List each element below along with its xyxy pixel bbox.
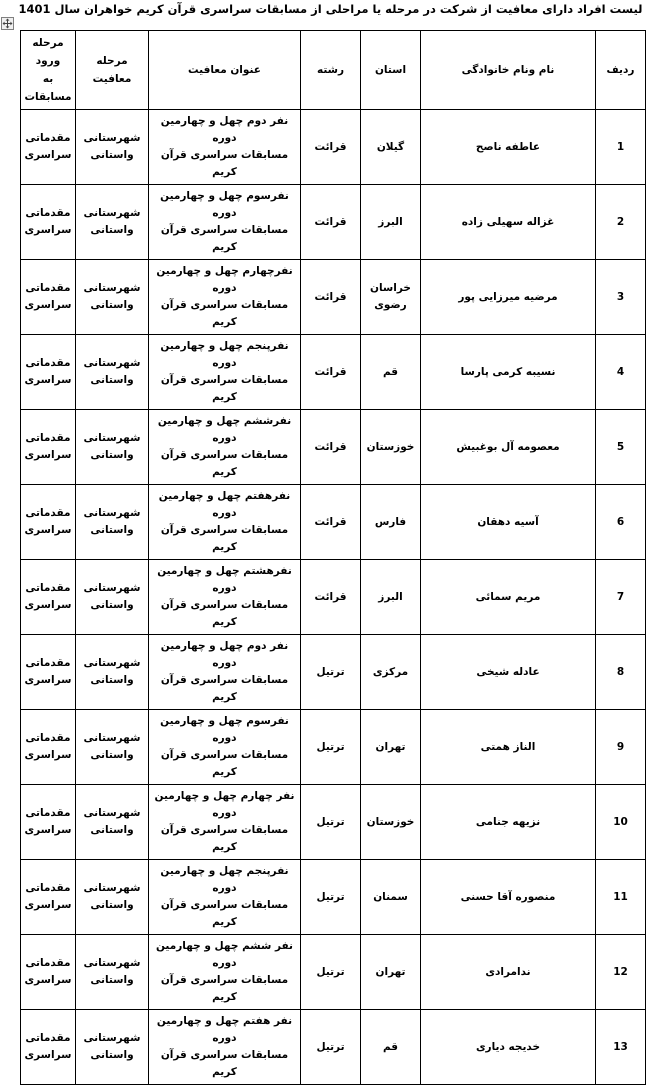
exemption-stage-line2: واستانی — [90, 899, 134, 911]
row-index-value: 8 — [616, 665, 625, 678]
cell-field — [301, 185, 361, 260]
entry-stage-line2: سراسری — [24, 374, 72, 386]
row-index-value: 3 — [616, 290, 625, 303]
entry-stage-line2: سراسری — [24, 524, 72, 536]
table-row — [21, 1010, 646, 1085]
province-value: گیلان — [376, 140, 405, 153]
cell-name — [421, 935, 596, 1010]
entry-stage-line2: سراسری — [24, 749, 72, 761]
table-row — [21, 935, 646, 1010]
cell-radif — [596, 185, 646, 260]
table-header-row — [21, 31, 646, 110]
field-value: قرائت — [314, 290, 347, 303]
row-index-value: 6 — [616, 515, 625, 528]
cell-field — [301, 260, 361, 335]
province-value: فارس — [374, 515, 407, 528]
table-row — [21, 785, 646, 860]
exemption-title-line1: نفر ششم چهل و چهارمین دوره — [155, 940, 294, 969]
cell-exemption-stage — [76, 635, 149, 710]
exemption-stage-line1: شهرستانی — [83, 882, 141, 894]
column-header-field: رشته — [301, 31, 361, 110]
cell-province — [361, 860, 421, 935]
cell-exemption-title — [149, 110, 301, 185]
cell-name — [421, 785, 596, 860]
entry-stage-line1: مقدماتی — [25, 282, 71, 294]
province-value: خوزستان — [366, 815, 415, 828]
exemption-title-line2: مسابقات سراسری قرآن کریم — [160, 149, 289, 178]
exemption-title-line2: مسابقات سراسری قرآن کریم — [160, 1049, 289, 1078]
entry-stage-line1: مقدماتی — [25, 207, 71, 219]
entry-stage-line2: سراسری — [24, 974, 72, 986]
participant-name-value: مرضیه میرزایی پور — [458, 290, 558, 303]
entry-stage-line2: سراسری — [24, 299, 72, 311]
cell-exemption-stage — [76, 785, 149, 860]
column-header-entry-stage-line2: به مسابقات — [24, 73, 72, 103]
entry-stage-line1: مقدماتی — [25, 657, 71, 669]
cell-entry-stage — [21, 860, 76, 935]
exemption-stage-line1: شهرستانی — [83, 207, 141, 219]
table-row — [21, 110, 646, 185]
column-header-province: استان — [361, 31, 421, 110]
cell-name — [421, 1010, 596, 1085]
cell-entry-stage — [21, 110, 76, 185]
exemption-stage-line2: واستانی — [90, 599, 134, 611]
table-header — [21, 31, 646, 110]
table-row — [21, 860, 646, 935]
exemption-stage-line1: شهرستانی — [83, 432, 141, 444]
column-header-exemption-title: عنوان معافیت — [149, 31, 301, 110]
field-value: قرائت — [314, 365, 347, 378]
exemption-title-line1: نفر دوم چهل و چهارمین دوره — [160, 115, 289, 144]
cell-entry-stage — [21, 935, 76, 1010]
province-value: قم — [382, 365, 399, 378]
cell-radif — [596, 935, 646, 1010]
cell-name — [421, 635, 596, 710]
exemption-title-line1: نفر چهارم چهل و چهارمین دوره — [154, 790, 295, 819]
move-cross-icon — [2, 18, 13, 29]
exemption-stage-line2: واستانی — [90, 674, 134, 686]
cell-entry-stage — [21, 485, 76, 560]
table-row — [21, 335, 646, 410]
entry-stage-line2: سراسری — [24, 449, 72, 461]
participant-name-value: آسیه دهقان — [477, 515, 539, 528]
row-index-value: 4 — [616, 365, 625, 378]
cell-field — [301, 635, 361, 710]
field-value: قرائت — [314, 590, 347, 603]
entry-stage-line2: سراسری — [24, 824, 72, 836]
participant-name-value: خدیجه دیاری — [475, 1040, 541, 1053]
exemption-stage-line2: واستانی — [90, 749, 134, 761]
exemption-title-line2: مسابقات سراسری قرآن کریم — [160, 899, 289, 928]
table-move-handle[interactable] — [1, 17, 14, 30]
cell-province — [361, 335, 421, 410]
participant-name-value: نسیبه کرمی پارسا — [460, 365, 556, 378]
cell-exemption-stage — [76, 1010, 149, 1085]
cell-exemption-title — [149, 860, 301, 935]
field-value: ترتیل — [316, 665, 345, 678]
row-index-value: 9 — [616, 740, 625, 753]
row-index-value: 12 — [613, 965, 628, 978]
exemption-stage-line1: شهرستانی — [83, 807, 141, 819]
cell-exemption-stage — [76, 710, 149, 785]
exemption-stage-line2: واستانی — [90, 824, 134, 836]
column-header-exemption-stage-line1: مرحله — [96, 55, 128, 67]
cell-name — [421, 110, 596, 185]
participant-name-value: عاطفه ناصح — [475, 140, 541, 153]
column-header-entry-stage-line1: مرحله ورود — [32, 37, 64, 67]
exemption-stage-line2: واستانی — [90, 224, 134, 236]
field-value: قرائت — [314, 140, 347, 153]
entry-stage-line1: مقدماتی — [25, 357, 71, 369]
cell-exemption-title — [149, 935, 301, 1010]
row-index-value: 2 — [616, 215, 625, 228]
column-header-entry-stage — [21, 31, 76, 110]
cell-radif — [596, 710, 646, 785]
cell-province — [361, 485, 421, 560]
cell-name — [421, 485, 596, 560]
table-row — [21, 560, 646, 635]
participant-name-value: عادله شیخی — [476, 665, 540, 678]
cell-exemption-title — [149, 710, 301, 785]
participant-name-value: الناز همتی — [480, 740, 536, 753]
exemption-stage-line2: واستانی — [90, 449, 134, 461]
cell-name — [421, 710, 596, 785]
exemption-stage-line1: شهرستانی — [83, 507, 141, 519]
cell-exemption-stage — [76, 410, 149, 485]
cell-province — [361, 260, 421, 335]
cell-entry-stage — [21, 410, 76, 485]
cell-province — [361, 560, 421, 635]
cell-exemption-stage — [76, 485, 149, 560]
cell-province — [361, 785, 421, 860]
cell-radif — [596, 1010, 646, 1085]
exemption-title-line2: مسابقات سراسری قرآن کریم — [160, 299, 289, 328]
column-header-name: نام ونام خانوادگی — [421, 31, 596, 110]
entry-stage-line1: مقدماتی — [25, 507, 71, 519]
exemption-stage-line1: شهرستانی — [83, 1032, 141, 1044]
exemption-stage-line2: واستانی — [90, 974, 134, 986]
field-value: ترتیل — [316, 890, 345, 903]
province-value-line1: خراسان — [370, 282, 411, 294]
cell-entry-stage — [21, 260, 76, 335]
field-value: قرائت — [314, 440, 347, 453]
cell-name — [421, 260, 596, 335]
cell-exemption-stage — [76, 335, 149, 410]
exemption-stage-line1: شهرستانی — [83, 282, 141, 294]
table-row — [21, 710, 646, 785]
exemption-title-line1: نفر دوم چهل و چهارمین دوره — [160, 640, 289, 669]
cell-field — [301, 860, 361, 935]
exemption-stage-line1: شهرستانی — [83, 657, 141, 669]
field-value: قرائت — [314, 215, 347, 228]
cell-exemption-title — [149, 785, 301, 860]
row-index-value: 10 — [613, 815, 628, 828]
entry-stage-line2: سراسری — [24, 224, 72, 236]
cell-field — [301, 110, 361, 185]
participant-name-value: معصومه آل بوغبیش — [456, 440, 560, 453]
cell-exemption-title — [149, 635, 301, 710]
cell-field — [301, 485, 361, 560]
participant-name-value: غزاله سهیلی زاده — [461, 215, 555, 228]
cell-name — [421, 185, 596, 260]
cell-province — [361, 410, 421, 485]
exemption-title-line2: مسابقات سراسری قرآن کریم — [160, 674, 289, 703]
row-index-value: 13 — [613, 1040, 628, 1053]
cell-exemption-stage — [76, 860, 149, 935]
cell-exemption-stage — [76, 110, 149, 185]
cell-name — [421, 860, 596, 935]
exemption-title-line2: مسابقات سراسری قرآن کریم — [160, 524, 289, 553]
exemption-title-line1: نفرهشتم چهل و چهارمین دوره — [157, 565, 292, 594]
field-value: ترتیل — [316, 740, 345, 753]
cell-province — [361, 110, 421, 185]
cell-province — [361, 1010, 421, 1085]
cell-radif — [596, 785, 646, 860]
province-value: سمنان — [373, 890, 408, 903]
table-row — [21, 260, 646, 335]
cell-exemption-stage — [76, 560, 149, 635]
participant-name-value: نزیهه جنامی — [475, 815, 541, 828]
cell-radif — [596, 485, 646, 560]
cell-entry-stage — [21, 185, 76, 260]
exemption-title-line1: نفرششم چهل و چهارمین دوره — [157, 415, 292, 444]
column-header-exemption-stage-line2: معافیت — [92, 73, 132, 85]
table-row — [21, 410, 646, 485]
entry-stage-line1: مقدماتی — [25, 432, 71, 444]
cell-radif — [596, 410, 646, 485]
cell-exemption-title — [149, 410, 301, 485]
cell-field — [301, 335, 361, 410]
exemption-title-line2: مسابقات سراسری قرآن کریم — [160, 974, 289, 1003]
cell-exemption-title — [149, 485, 301, 560]
cell-exemption-stage — [76, 260, 149, 335]
exemption-stage-line1: شهرستانی — [83, 957, 141, 969]
cell-entry-stage — [21, 1010, 76, 1085]
cell-radif — [596, 110, 646, 185]
entry-stage-line2: سراسری — [24, 899, 72, 911]
exemption-stage-line2: واستانی — [90, 149, 134, 161]
exemption-stage-line1: شهرستانی — [83, 732, 141, 744]
province-value: مرکزی — [372, 665, 409, 678]
entry-stage-line1: مقدماتی — [25, 1032, 71, 1044]
table-row — [21, 185, 646, 260]
exemption-title-line2: مسابقات سراسری قرآن کریم — [160, 374, 289, 403]
column-header-exemption-stage — [76, 31, 149, 110]
column-header-radif: ردیف — [596, 31, 646, 110]
row-index-value: 5 — [616, 440, 625, 453]
participant-name-value: مریم سمائی — [475, 590, 541, 603]
province-value: البرز — [378, 215, 403, 228]
cell-field — [301, 785, 361, 860]
exemption-title-line1: نفرچهارم چهل و چهارمین دوره — [156, 265, 293, 294]
province-value: قم — [382, 1040, 399, 1053]
row-index-value: 1 — [616, 140, 625, 153]
cell-exemption-stage — [76, 185, 149, 260]
exemption-stage-line2: واستانی — [90, 374, 134, 386]
cell-radif — [596, 335, 646, 410]
province-value: تهران — [375, 965, 406, 978]
exemption-stage-line2: واستانی — [90, 524, 134, 536]
exemption-stage-line2: واستانی — [90, 1049, 134, 1061]
cell-province — [361, 185, 421, 260]
exemption-title-line1: نفرسوم چهل و چهارمین دوره — [160, 715, 289, 744]
exemption-title-line2: مسابقات سراسری قرآن کریم — [160, 749, 289, 778]
field-value: ترتیل — [316, 965, 345, 978]
exemption-title-line1: نفرپنجم چهل و چهارمین دوره — [160, 865, 289, 894]
cell-field — [301, 410, 361, 485]
province-value: خوزستان — [366, 440, 415, 453]
entry-stage-line2: سراسری — [24, 1049, 72, 1061]
cell-exemption-title — [149, 260, 301, 335]
exemption-title-line1: نفرسوم چهل و چهارمین دوره — [160, 190, 289, 219]
exemption-title-line2: مسابقات سراسری قرآن کریم — [160, 599, 289, 628]
entry-stage-line2: سراسری — [24, 674, 72, 686]
table-row — [21, 635, 646, 710]
exemption-table — [20, 30, 646, 1085]
cell-name — [421, 410, 596, 485]
entry-stage-line1: مقدماتی — [25, 732, 71, 744]
field-value: قرائت — [314, 515, 347, 528]
cell-field — [301, 1010, 361, 1085]
cell-entry-stage — [21, 335, 76, 410]
cell-province — [361, 710, 421, 785]
cell-name — [421, 560, 596, 635]
cell-province — [361, 635, 421, 710]
exemption-stage-line2: واستانی — [90, 299, 134, 311]
cell-exemption-title — [149, 185, 301, 260]
page-title: لیست افراد دارای معافیت از شرکت در مرحله یا مراحلی از مسابقات سراسری قرآن کریم خواهران سال 1401 — [18, 2, 643, 16]
exemption-stage-line1: شهرستانی — [83, 132, 141, 144]
participant-name-value: منصوره آقا حسنی — [460, 890, 556, 903]
cell-radif — [596, 260, 646, 335]
entry-stage-line1: مقدماتی — [25, 882, 71, 894]
participant-name-value: ندامرادی — [485, 965, 531, 978]
exemption-stage-line1: شهرستانی — [83, 357, 141, 369]
cell-field — [301, 935, 361, 1010]
row-index-value: 7 — [616, 590, 625, 603]
cell-name — [421, 335, 596, 410]
cell-exemption-title — [149, 1010, 301, 1085]
cell-province — [361, 935, 421, 1010]
field-value: ترتیل — [316, 815, 345, 828]
exemption-stage-line1: شهرستانی — [83, 582, 141, 594]
exemption-title-line1: نفرهفتم چهل و چهارمین دوره — [158, 490, 291, 519]
cell-entry-stage — [21, 560, 76, 635]
cell-radif — [596, 635, 646, 710]
entry-stage-line2: سراسری — [24, 149, 72, 161]
entry-stage-line1: مقدماتی — [25, 132, 71, 144]
entry-stage-line2: سراسری — [24, 599, 72, 611]
province-value: البرز — [378, 590, 403, 603]
exemption-title-line1: نفر هفتم چهل و چهارمین دوره — [156, 1015, 293, 1044]
entry-stage-line1: مقدماتی — [25, 582, 71, 594]
cell-entry-stage — [21, 635, 76, 710]
province-value-line2: رضوی — [374, 299, 407, 311]
entry-stage-line1: مقدماتی — [25, 807, 71, 819]
table-row — [21, 485, 646, 560]
exemption-title-line2: مسابقات سراسری قرآن کریم — [160, 224, 289, 253]
cell-entry-stage — [21, 785, 76, 860]
cell-radif — [596, 860, 646, 935]
row-index-value: 11 — [613, 890, 628, 903]
cell-exemption-title — [149, 335, 301, 410]
exemption-title-line1: نفرپنجم چهل و چهارمین دوره — [160, 340, 289, 369]
cell-exemption-stage — [76, 935, 149, 1010]
cell-field — [301, 710, 361, 785]
province-value: تهران — [375, 740, 406, 753]
cell-radif — [596, 560, 646, 635]
exemption-title-line2: مسابقات سراسری قرآن کریم — [160, 449, 289, 478]
field-value: ترتیل — [316, 1040, 345, 1053]
exemption-title-line2: مسابقات سراسری قرآن کریم — [160, 824, 289, 853]
cell-exemption-title — [149, 560, 301, 635]
entry-stage-line1: مقدماتی — [25, 957, 71, 969]
table-body — [21, 110, 646, 1085]
exemption-table-container — [21, 30, 646, 1085]
cell-entry-stage — [21, 710, 76, 785]
cell-field — [301, 560, 361, 635]
